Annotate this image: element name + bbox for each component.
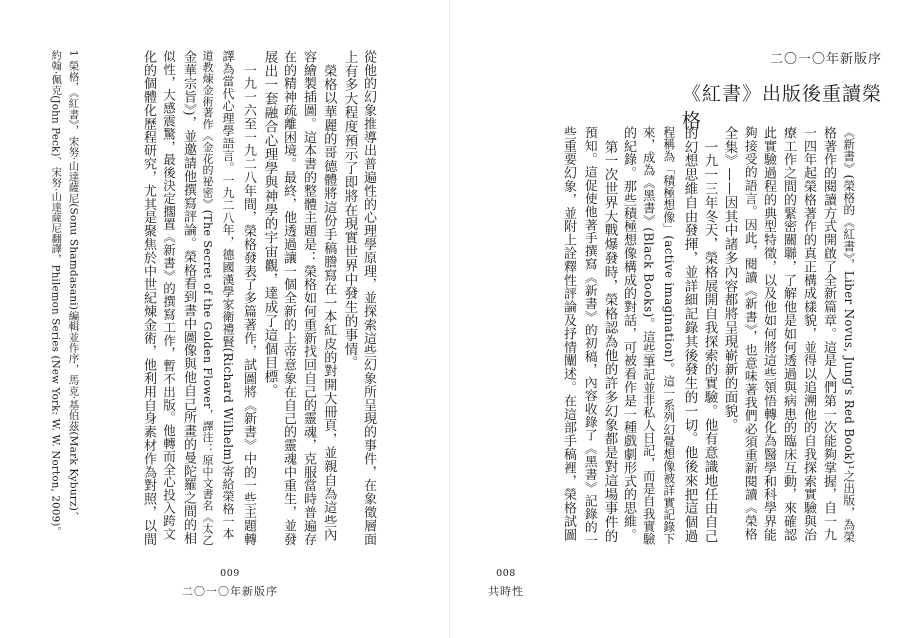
text-column-lead: 《新書》(榮格的《紅書》，Liber Novus, Jung's Red Book)¹之出版，為榮 [841, 126, 856, 543]
footnote: 約翰·佩克(John Peck)、宋努·山達薩尼翻譯，Philemon Series (New York: W. W. Norton, 2009)。 [49, 50, 62, 537]
folio-title: 共時性 [488, 585, 524, 598]
text-column: 的幻想思維自由發揮，並詳細記錄其後發生的一切。他後來把這個過 [681, 126, 698, 543]
text-column: 化的個體化歷程研究，尤其是聚焦於中世紀煉金術，他利用自身素材作為對照，以間 [141, 50, 156, 546]
text-column: 來，成為《黑書》(Black Books)。這些筆記並非私人日記，而是自我實驗 [641, 126, 656, 546]
page-number: 009 [220, 568, 240, 579]
text-column: 榮格以華麗的哥德體將這份手稿謄寫在一本紅皮的對開大冊頁，並親自為這些內 [321, 50, 337, 542]
text-column: 展出一套融合心理學與神學的宇宙觀，達成了這個目標。 [261, 50, 278, 398]
right-page [450, 0, 900, 638]
text-column: 全集》——因其中諸多內容都將呈現嶄新的面貌。 [721, 126, 738, 432]
running-head: 二〇一〇年新版序 [770, 52, 883, 67]
text-column: 夠接受的語言。因此，閱讀《新書》，也意味著我們必須重新閱讀《榮格 [741, 126, 757, 541]
folio [170, 568, 290, 599]
footnote: 1 榮格，《紅書》，宋努·山達薩尼(Sonu Shamdasani)編輯並作序，馬克·基伯茲(Mark Kyburz)、 [67, 50, 80, 522]
text-column: 的紀錄。那些積極想像構成的對話，可被看作是一種戲劇形式的思維。 [621, 126, 636, 542]
text-column: 程稱為「積極想像」(active imagination)。這一系列幻覺想像被詳實記錄下 [661, 126, 676, 546]
text-column: 一九一六至一九二八年間，榮格發表了多篇著作，試圖將《新書》中的一些主題轉 [241, 50, 256, 546]
text-column: 容繪製插圖。這本書的整體主題是：榮格如何重新找回自己的靈魂，克服當時普遍存 [301, 50, 316, 546]
text-column: 金華宗旨》)，並邀請他撰寫評論。榮格看到書中圖像與他自己所畫的曼陀羅之間的相 [181, 50, 196, 545]
text-column: 譯為當代心理學語言。一九二八年，德國漢學家衛禮賢(Richard Wilhelm)寄給榮格一本 [221, 50, 235, 540]
text-column: 些重要幻象，並附上詮釋性評論及抒情闡述。在這部手稿裡，榮格試圖 [561, 126, 576, 542]
text-column: 似性，大感震驚，最後決定擱置《新書》的撰寫工作，暫不出版。他轉而全心投入跨文 [161, 50, 177, 541]
text-column: 一九一三年冬天，榮格展開自我探索的實驗。他有意識地任由自己 [701, 126, 718, 543]
text-column: 道教煉金術著作《金花的祕密》(The Secret of the Golden Flower，譯注：原中文書名《太乙 [201, 50, 214, 546]
text-column: 一四年起榮格著作的真正構成樣貌，並得以追溯他的自我探索實驗與治 [801, 126, 816, 542]
text-column: 第一次世界大戰爆發時，榮格認為他的許多幻象都是對這場事件的 [601, 126, 618, 543]
folio [446, 568, 566, 599]
page-number: 008 [496, 568, 516, 579]
chapter-title: 《紅書》出版後重讀榮格 [682, 82, 883, 132]
text-column: 上有多大程度預示了即將在現實世界中發生的事情。 [341, 50, 358, 370]
text-column: 此實驗過程的典型特徵，以及他如何將這些領悟轉化為醫學和科學界能 [761, 126, 776, 542]
text-column: 格著作的閱讀方式開啟了全新篇章。這是人們第一次能夠掌握，自一九 [821, 126, 836, 542]
text-column: 療工作之間的緊密關聯，了解他是如何透過與病患的臨床互動，來確認 [781, 126, 796, 542]
folio-title: 二〇一〇年新版序 [182, 585, 278, 598]
text-column: 從他的幻象推導出普遍性的心理學原理，並探索這些幻象所呈現的事件，在象徵層面 [361, 50, 376, 546]
text-column: 預知。這促使他著手撰寫《新書》的初稿，內容收錄了《黑書》記錄的一 [581, 126, 597, 547]
text-column: 在的精神疏離困境。最終，他透過讓一個全新的上帝意象在自己的靈魂中重生，並發 [281, 50, 296, 546]
